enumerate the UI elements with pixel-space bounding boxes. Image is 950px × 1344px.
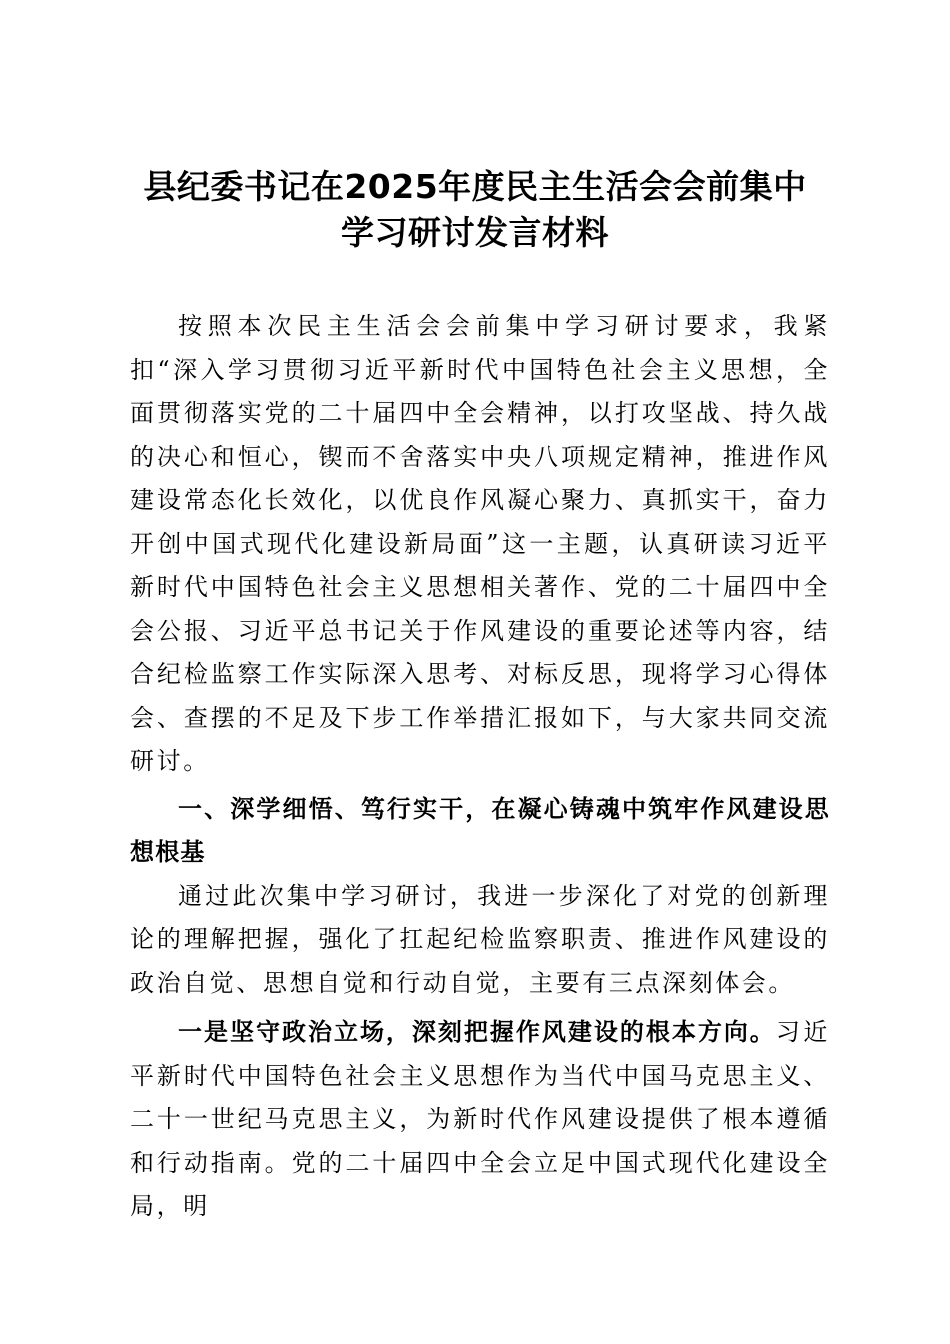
document-title	[120, 164, 830, 256]
section-heading-1: 一、深学细悟、笃行实干，在凝心铸魂中筑牢作风建设思想根基	[130, 794, 830, 866]
point-one-paragraph	[130, 1011, 830, 1229]
section-1-paragraph: 通过此次集中学习研讨，我进一步深化了对党的创新理论的理解把握，强化了扛起纪检监察职责、推进作风建设的政治自觉、思想自觉和行动自觉，主要有三点深刻体会。	[130, 881, 830, 997]
title-line-1: 县纪委书记在2025年度民主生活会会前集中	[143, 167, 807, 206]
point-one-text: 习近平新时代中国特色社会主义思想作为当代中国马克思主义、二十一世纪马克思主义，为新时代作风建设提供了根本遵循和行动指南。党的二十届四中全会立足中国式现代化建设全局，明	[130, 1018, 831, 1220]
point-one-lead: 一是坚守政治立场，深刻把握作风建设的根本方向。	[178, 1018, 776, 1046]
document-body	[130, 305, 830, 1229]
intro-paragraph: 按照本次民主生活会会前集中学习研讨要求，我紧扣“深入学习贯彻习近平新时代中国特色社会主义思想，全面贯彻落实党的二十届四中全会精神，以打攻坚战、持久战的决心和恒心，锲而不舍落实中央八项规定精神，推进作风建设常态化长效化，以优良作风凝心聚力、真抓实干，奋力开创中国式现代化建设新局面”这一主题，认真研读习近平新时代中国特色社会主义思想相关著作、党的二十届四中全会公报、习近平总书记关于作风建设的重要论述等内容，结合纪检监察工作实际深入思考、对标反思，现将学习心得体会、查摆的不足及下步工作举措汇报如下，与大家共同交流研讨。	[130, 312, 830, 775]
title-line-2: 学习研讨发言材料	[341, 213, 609, 252]
